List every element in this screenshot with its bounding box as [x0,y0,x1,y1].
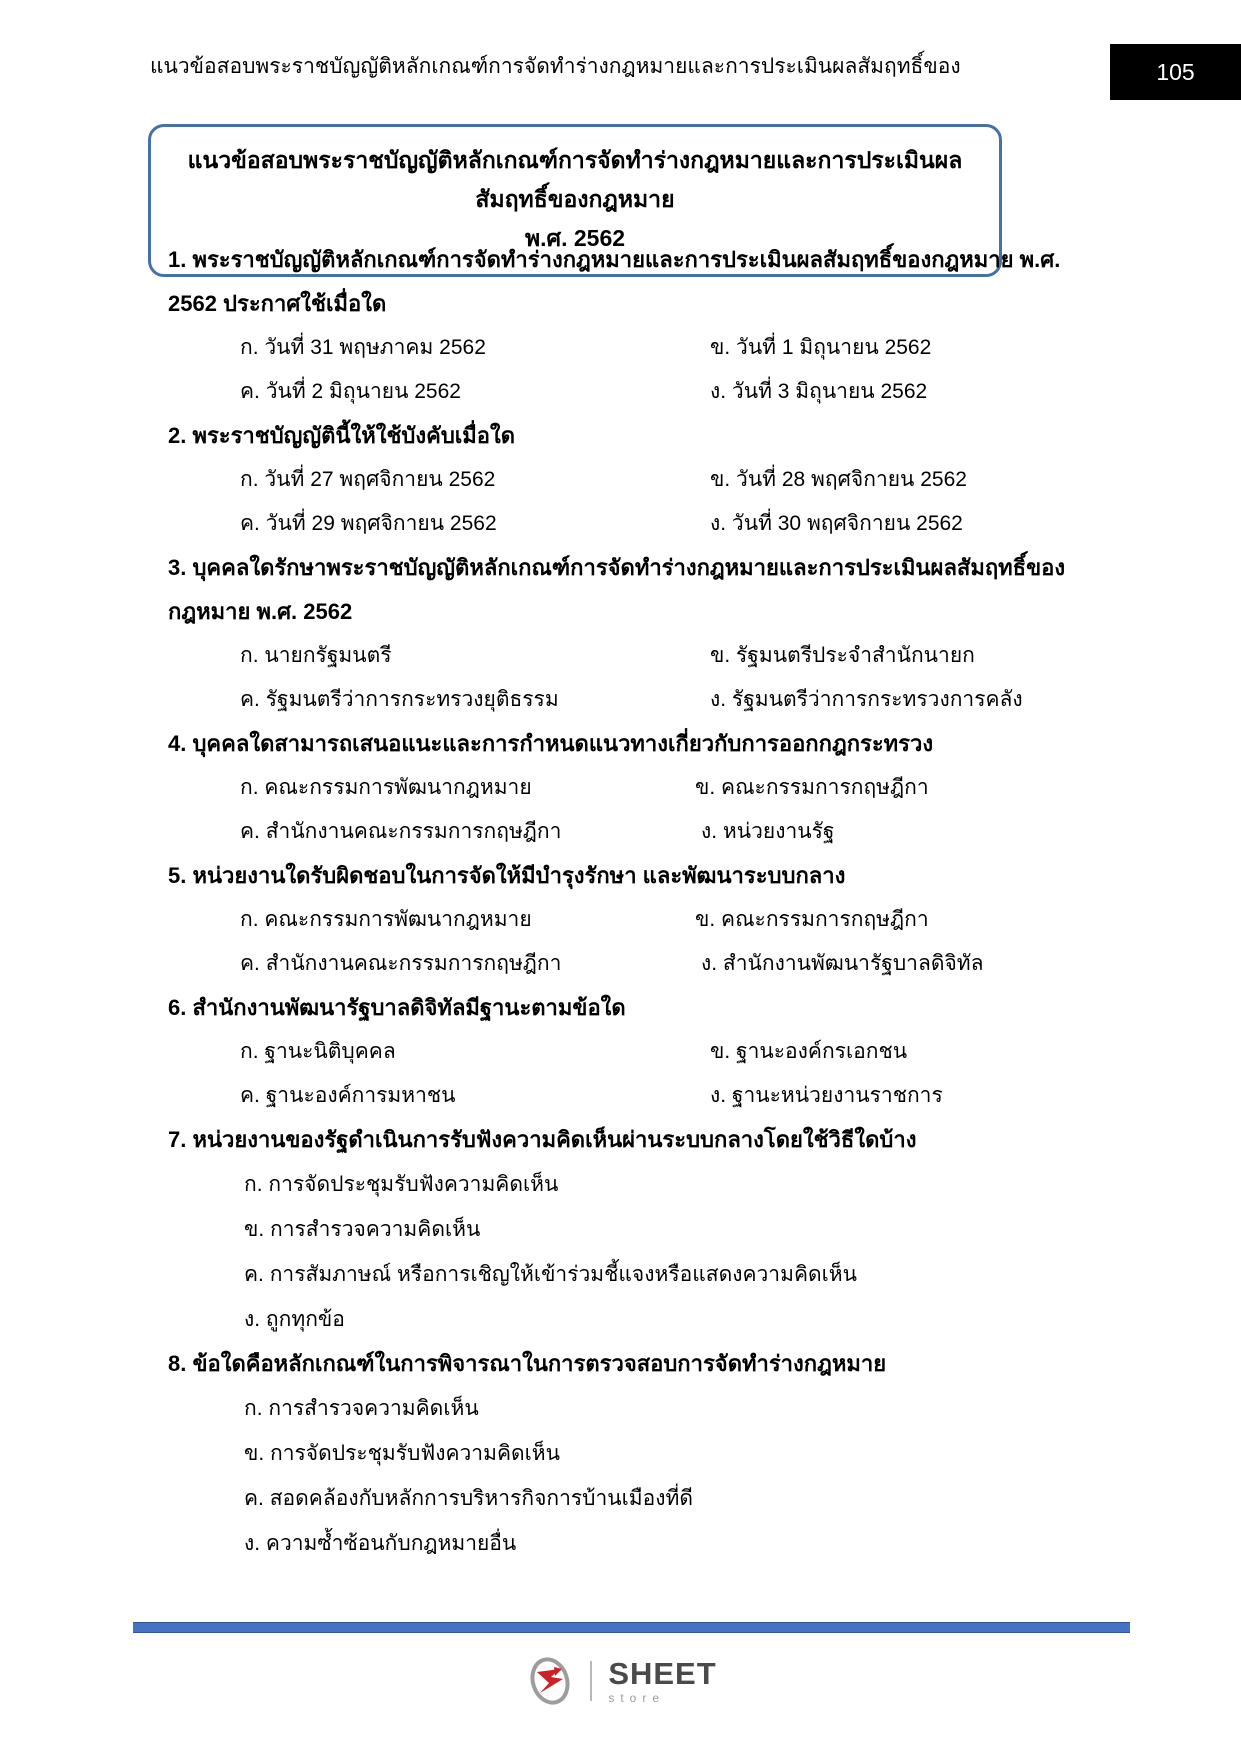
choice-1-d[interactable]: ง. วันที่ 3 มิถุนายน 2562 [710,380,928,403]
question-item-6 [168,986,1068,1118]
question-text-2: 2. พระราชบัญญัตินี้ให้ใช้บังคับเมื่อใด [168,423,516,448]
choice-3-c[interactable]: ค. รัฐมนตรีว่าการกระทรวงยุติธรรม [240,688,559,711]
choice-8-a[interactable]: ก. การสำรวจความคิดเห็น [244,1397,479,1420]
title-line-2: พ.ศ. 2562 [524,225,626,251]
sheet-store-logo-icon [524,1655,576,1707]
question-item-2 [168,414,1068,546]
question-item-8 [168,1342,1068,1566]
choice-6-b[interactable]: ข. ฐานะองค์กรเอกชน [710,1040,908,1063]
choice-8-c[interactable]: ค. สอดคล้องกับหลักการบริหารกิจการบ้านเมืองที่ดี [244,1487,693,1510]
choice-2-d[interactable]: ง. วันที่ 30 พฤศจิกายน 2562 [710,512,963,535]
choice-8-d[interactable]: ง. ความซ้ำซ้อนกับกฎหมายอื่น [244,1532,517,1555]
choices-2 [240,458,1068,546]
question-list [168,238,1068,1566]
choice-1-b[interactable]: ข. วันที่ 1 มิถุนายน 2562 [710,336,932,359]
choices-7 [244,1162,1068,1342]
choices-1 [240,326,1068,414]
footer-logo [0,1655,1241,1707]
choice-2-a[interactable]: ก. วันที่ 27 พฤศจิกายน 2562 [240,468,496,491]
question-item-7 [168,1118,1068,1342]
question-text-3: 3. บุคคลใดรักษาพระราชบัญญัติหลักเกณฑ์การจัดทำร่างกฎหมายและการประเมินผลสัมฤทธิ์ของกฎหมาย พ.ศ. 2562 [168,555,1066,624]
question-text-5: 5. หน่วยงานใดรับผิดชอบในการจัดให้มีบำรุงรักษา และพัฒนาระบบกลาง [168,863,846,888]
running-header-title: แนวข้อสอบพระราชบัญญัติหลักเกณฑ์การจัดทำร่างกฎหมายและการประเมินผลสัมฤทธิ์ของ [150,55,961,78]
choice-8-b[interactable]: ข. การจัดประชุมรับฟังความคิดเห็น [244,1442,561,1465]
choice-5-d[interactable]: ง. สำนักงานพัฒนารัฐบาลดิจิทัล [701,952,984,975]
choice-2-b[interactable]: ข. วันที่ 28 พฤศจิกายน 2562 [710,468,967,491]
title-line-1: แนวข้อสอบพระราชบัญญัติหลักเกณฑ์การจัดทำร่างกฎหมายและการประเมินผลสัมฤทธิ์ของกฎหมาย [187,147,963,212]
question-text-7: 7. หน่วยงานของรัฐดำเนินการรับฟังความคิดเห็นผ่านระบบกลางโดยใช้วิธีใดบ้าง [168,1127,917,1152]
choice-4-d[interactable]: ง. หน่วยงานรัฐ [701,820,835,843]
choice-5-c[interactable]: ค. สำนักงานคณะกรรมการกฤษฎีกา [240,952,562,975]
logo-word-sheet: SHEET [608,1656,717,1691]
logo-divider [590,1661,592,1701]
question-item-5 [168,854,1068,986]
choice-6-c[interactable]: ค. ฐานะองค์การมหาชน [240,1084,456,1107]
choice-6-d[interactable]: ง. ฐานะหน่วยงานราชการ [710,1084,943,1107]
question-text-6: 6. สำนักงานพัฒนารัฐบาลดิจิทัลมีฐานะตามข้อใด [168,995,626,1020]
footer-divider [133,1622,1130,1633]
choice-4-c[interactable]: ค. สำนักงานคณะกรรมการกฤษฎีกา [240,820,562,843]
question-item-1 [168,238,1068,414]
choice-7-c[interactable]: ค. การสัมภาษณ์ หรือการเชิญให้เข้าร่วมชี้แจงหรือแสดงความคิดเห็น [244,1263,857,1286]
choice-7-d[interactable]: ง. ถูกทุกข้อ [244,1308,345,1331]
choices-3 [240,634,1068,722]
page-number-badge: 105 [1110,44,1241,100]
running-header [0,44,1241,102]
choice-7-b[interactable]: ข. การสำรวจความคิดเห็น [244,1218,481,1241]
choice-3-a[interactable]: ก. นายกรัฐมนตรี [240,644,392,667]
choices-6 [240,1030,1068,1118]
question-item-3 [168,546,1068,722]
choices-5 [240,898,1068,986]
choice-4-b[interactable]: ข. คณะกรรมการกฤษฎีกา [695,776,929,799]
question-text-1: 1. พระราชบัญญัติหลักเกณฑ์การจัดทำร่างกฎหมายและการประเมินผลสัมฤทธิ์ของกฎหมาย พ.ศ. 2562 ประกาศใช้เมื่อใด [168,247,1061,316]
question-text-8: 8. ข้อใดคือหลักเกณฑ์ในการพิจารณาในการตรวจสอบการจัดทำร่างกฎหมาย [168,1351,887,1376]
choice-3-b[interactable]: ข. รัฐมนตรีประจำสำนักนายก [710,644,975,667]
choices-8 [244,1386,1068,1566]
choice-1-c[interactable]: ค. วันที่ 2 มิถุนายน 2562 [240,380,461,403]
choice-6-a[interactable]: ก. ฐานะนิติบุคคล [240,1040,396,1063]
choice-2-c[interactable]: ค. วันที่ 29 พฤศจิกายน 2562 [240,512,497,535]
choice-1-a[interactable]: ก. วันที่ 31 พฤษภาคม 2562 [240,336,486,359]
choice-7-a[interactable]: ก. การจัดประชุมรับฟังความคิดเห็น [244,1173,559,1196]
logo-word-store: store [608,1691,665,1705]
question-text-4: 4. บุคคลใดสามารถเสนอแนะและการกำหนดแนวทางเกี่ยวกับการออกกฎกระทรวง [168,731,934,756]
choices-4 [240,766,1068,854]
logo-wordmark [608,1658,716,1704]
choice-3-d[interactable]: ง. รัฐมนตรีว่าการกระทรวงการคลัง [710,688,1023,711]
question-item-4 [168,722,1068,854]
choice-5-b[interactable]: ข. คณะกรรมการกฤษฎีกา [695,908,929,931]
choice-4-a[interactable]: ก. คณะกรรมการพัฒนากฎหมาย [240,776,532,799]
choice-5-a[interactable]: ก. คณะกรรมการพัฒนากฎหมาย [240,908,532,931]
